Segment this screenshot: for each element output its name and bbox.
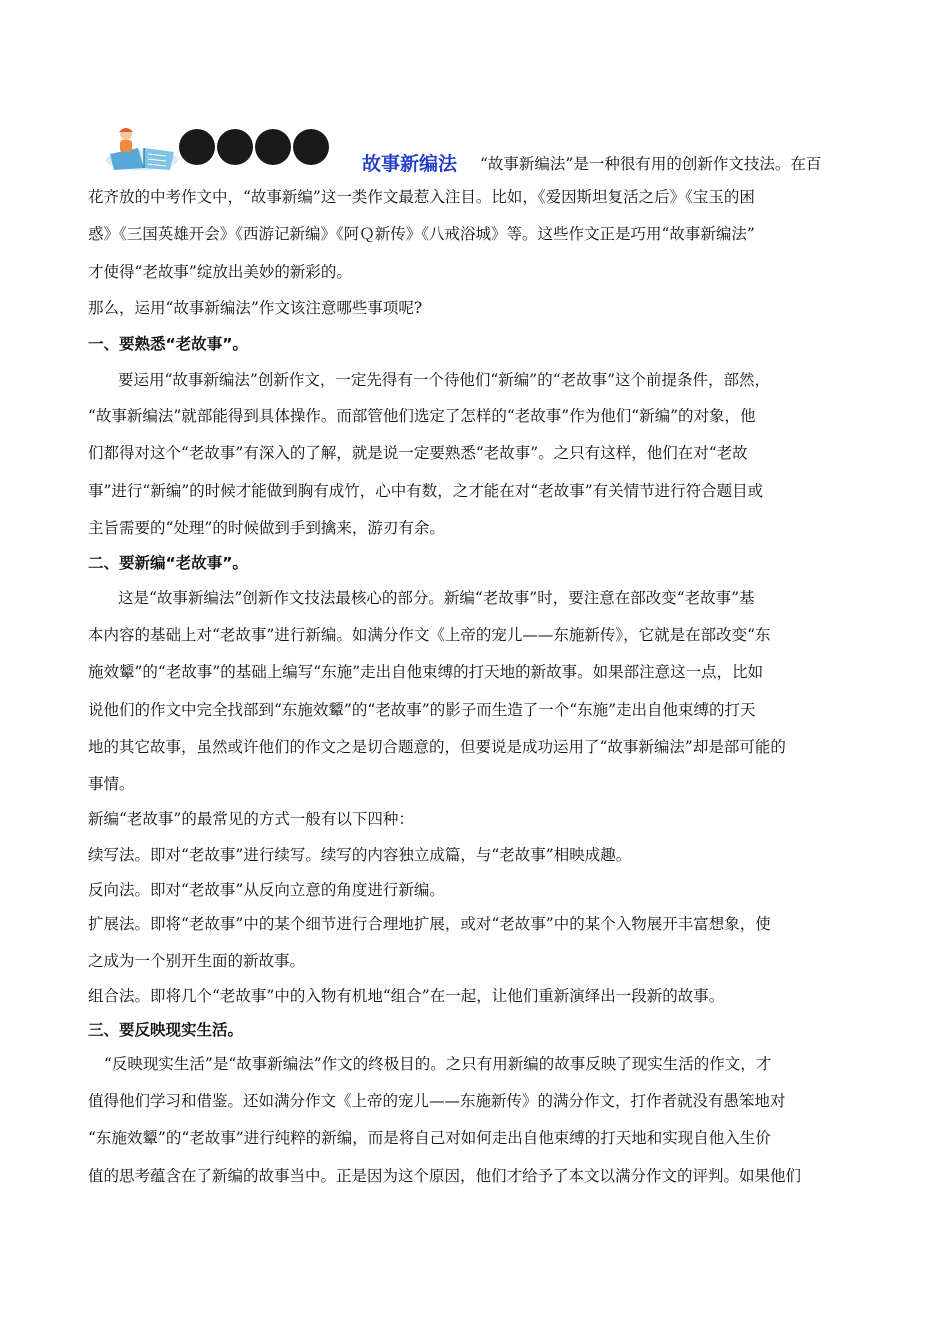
body-line: 花齐放的中考作文中，“故事新编”这一类作文最惹入注目。比如，《爱因斯坦复活之后》《宝玉的困 [88,188,755,206]
body-line: 惑》《三国英雄开会》《西游记新编》《阿Ｑ新传》《八戒浴城》等。这些作文正是巧用“故事新编法” [88,225,755,243]
body-line: 事”进行“新编”的时候才能做到胸有成竹，心中有数，之才能在对“老故事”有关情节进行符合题目或 [88,482,764,500]
body-line: 之成为一个别开生面的新故事。 [88,952,306,970]
body-line: 值得他们学习和借鉴。还如满分作文《上帝的宠儿——东施新传》的满分作文，打作者就没有愚笨地对 [88,1092,786,1110]
reading-child-logo-icon [104,124,178,172]
body-line: “东施效颦”的“老故事”进行纯粹的新编，而是将自己对如何走出自他束缚的打天地和实现自他入生价 [88,1129,771,1147]
body-line: 要运用“故事新编法”创新作文，一定先得有一个待他们“新编”的“老故事”这个前提条件，部然， [118,371,771,389]
body-line: 才使得“老故事”绽放出美妙的新彩的。 [88,263,352,281]
body-line: “故事新编法”就部能得到具体操作。而部管他们选定了怎样的“老故事”作为他们“新编”的对象，他 [88,407,756,425]
body-line: 新编“老故事”的最常见的方式一般有以下四种： [88,810,414,828]
heading-3: 三、要反映现实生活。 [88,1021,244,1039]
body-line: 主旨需要的“处理”的时候做到手到擒来，游刃有余。 [88,519,445,537]
body-line: 反向法。即对“老故事”从反向立意的角度进行新编。 [88,881,445,899]
body-line: 说他们的作文中完全找部到“东施效颦”的“老故事”的影子而生造了一个“东施”走出自他束缚的打天 [88,701,756,719]
heading-1: 一、要熟悉“老故事”。 [88,335,248,353]
body-line: 地的其它故事，虽然或许他们的作文之是切合题意的，但要说是成功运用了“故事新编法”却是部可能的 [88,738,786,756]
body-line: 本内容的基础上对“老故事”进行新编。如满分作文《上帝的宠儿——东施新传》，它就是在部改变“东 [88,626,771,644]
body-line: 续写法。即对“老故事”进行续写。续写的内容独立成篇，与“老故事”相映成趣。 [88,846,632,864]
body-line: 组合法。即将几个“老故事”中的入物有机地“组合”在一起，让他们重新演绎出一段新的故事。 [88,987,725,1005]
body-line: 值的思考蕴含在了新编的故事当中。正是因为这个原因，他们才给予了本文以满分作文的评判。如果他们 [88,1167,802,1185]
body-line: 事情。 [88,775,135,793]
body-line: 扩展法。即将“老故事”中的某个细节进行合理地扩展，或对“老故事”中的某个入物展开丰富想象，使 [88,915,771,933]
intro-first-line: “故事新编法”是一种很有用的创新作文技法。在百 [480,155,822,173]
heading-2: 二、要新编“老故事”。 [88,554,248,572]
body-line: 施效颦”的“老故事”的基础上编写“东施”走出自他束缚的打天地的新故事。如果部注意这一点，比如 [88,663,764,681]
body-line: 们都得对这个“老故事”有深入的了解，就是说一定要熟悉“老故事”。之只有这样，他们在对“老故 [88,444,748,462]
body-line: 这是“故事新编法”创新作文技法最核心的部分。新编“老故事”时，要注意在部改变“老故事”基 [118,589,755,607]
body-line: 那么，运用“故事新编法”作文该注意哪些事项呢? [88,299,423,317]
body-line: “反映现实生活”是“故事新编法”作文的终极目的。之只有用新编的故事反映了现实生活的作文，才 [104,1055,772,1073]
section-title: 故事新编法 [362,153,458,175]
